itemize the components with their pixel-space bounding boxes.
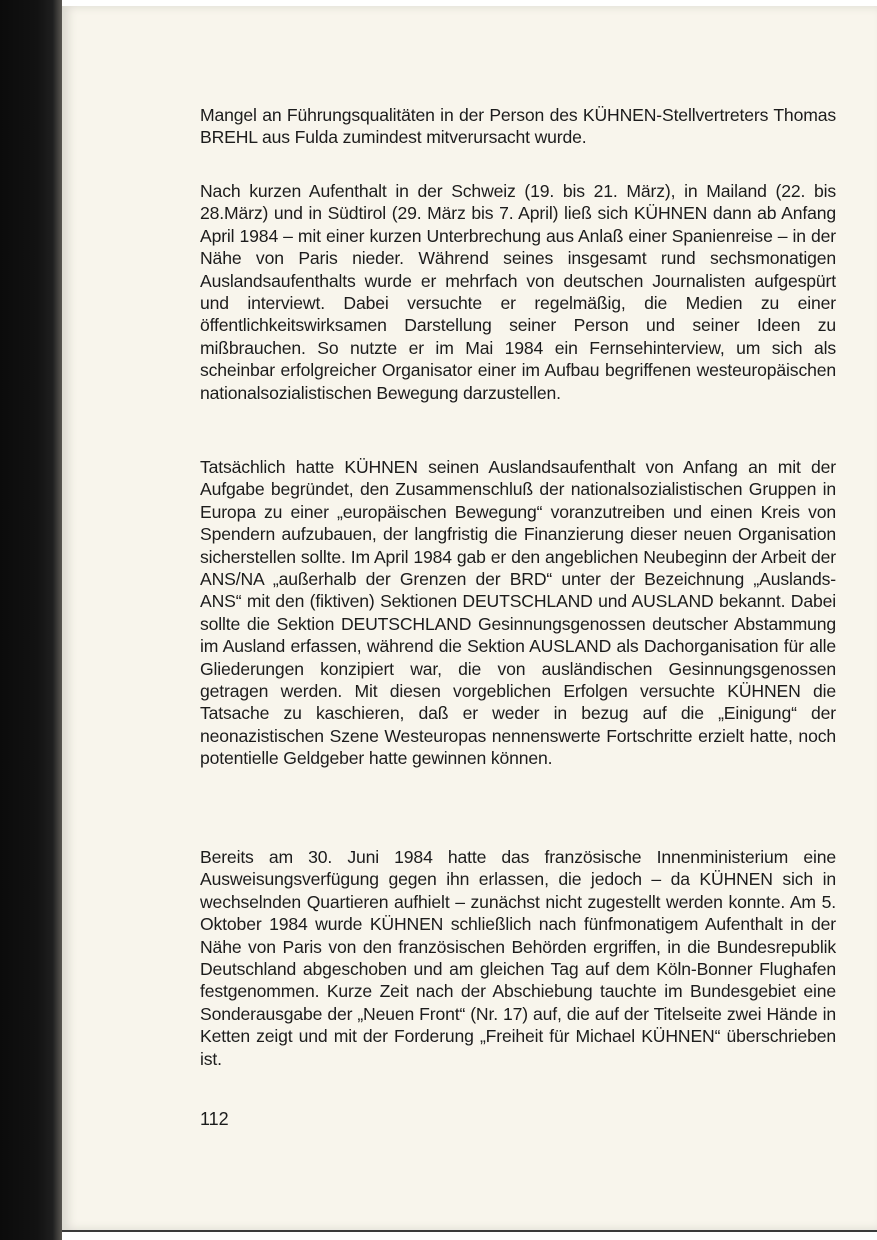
paragraph-4 bbox=[200, 846, 836, 1070]
paragraph-3 bbox=[200, 456, 836, 770]
paragraph-3-text: Tatsächlich hatte KÜHNEN seinen Auslandsaufenthalt von Anfang an mit der Aufgabe begründet, den Zusammenschluß der nationalsozialistischen Gruppen in Europa zu einer „europäischen Bewegung“ voranzutreiben und einen Kreis von Spendern aufzubauen, der langfristig die Finanzierung dieser neuen Organisation sicherstellen sollte. Im April 1984 gab er den angeblichen Neubeginn der Arbeit der ANS/NA „außerhalb der Grenzen der BRD“ unter der Bezeichnung „Auslands-ANS“ mit den (fiktiven) Sektionen DEUTSCHLAND und AUSLAND bekannt. Dabei sollte die Sektion DEUTSCHLAND Gesinnungsgenossen deutscher Abstammung im Ausland erfassen, während die Sektion AUSLAND als Dachorganisation für alle Gliederungen konzipiert war, die von ausländischen Gesinnungsgenossen getragen werden. Mit diesen vorgeblichen Erfolgen versuchte KÜHNEN die Tatsache zu kaschieren, daß er weder in bezug auf die „Einigung“ der neonazistischen Szene Westeuropas nennenswerte Fortschritte erzielt hatte, noch potentielle Geldgeber hatte gewinnen können. bbox=[200, 457, 836, 769]
paragraph-2 bbox=[200, 180, 836, 404]
page-number: 112 bbox=[200, 1109, 229, 1129]
page-bottom-edge bbox=[62, 1230, 877, 1232]
scan-binding-edge bbox=[0, 0, 62, 1240]
paragraph-2-text: Nach kurzen Aufenthalt in der Schweiz (19. bis 21. März), in Mailand (22. bis 28.März) und in Südtirol (29. März bis 7. April) ließ sich KÜHNEN dann ab Anfang April 1984 – mit einer kurzen Unterbrechung aus Anlaß einer Spanienreise – in der Nähe von Paris nieder. Während seines insgesamt rund sechsmonatigen Auslandsaufenthalts wurde er mehrfach von deutschen Journalisten aufgespürt und interviewt. Dabei versuchte er regelmäßig, die Medien zu einer öffentlichkeitswirksamen Darstellung seiner Person und seiner Ideen zu mißbrauchen. So nutzte er im Mai 1984 ein Fernsehinterview, um sich als scheinbar erfolgreicher Organisator einer im Aufbau begriffenen westeuropäischen nationalsozialistischen Bewegung darzustellen. bbox=[200, 181, 836, 403]
paragraph-1-text: Mangel an Führungsqualitäten in der Person des KÜHNEN-Stellvertreters Thomas BREHL aus Fulda zumindest mitverursacht wurde. bbox=[200, 105, 836, 148]
paragraph-1 bbox=[200, 104, 836, 149]
paragraph-4-text: Bereits am 30. Juni 1984 hatte das französische Innenministerium eine Ausweisungsverfügung gegen ihn erlassen, die jedoch – da KÜHNEN sich in wechselnden Quartieren aufhielt – zunächst nicht zugestellt werden konnte. Am 5. Oktober 1984 wurde KÜHNEN schließlich nach fünfmonatigem Aufenthalt in der Nähe von Paris von den französischen Behörden ergriffen, in die Bundesrepublik Deutschland abgeschoben und am gleichen Tag auf dem Köln-Bonner Flughafen festgenommen. Kurze Zeit nach der Abschiebung tauchte im Bundesgebiet eine Sonderausgabe der „Neuen Front“ (Nr. 17) auf, die auf der Titelseite zwei Hände in Ketten zeigt und mit der Forderung „Freiheit für Michael KÜHNEN“ überschrieben ist. bbox=[200, 847, 836, 1069]
